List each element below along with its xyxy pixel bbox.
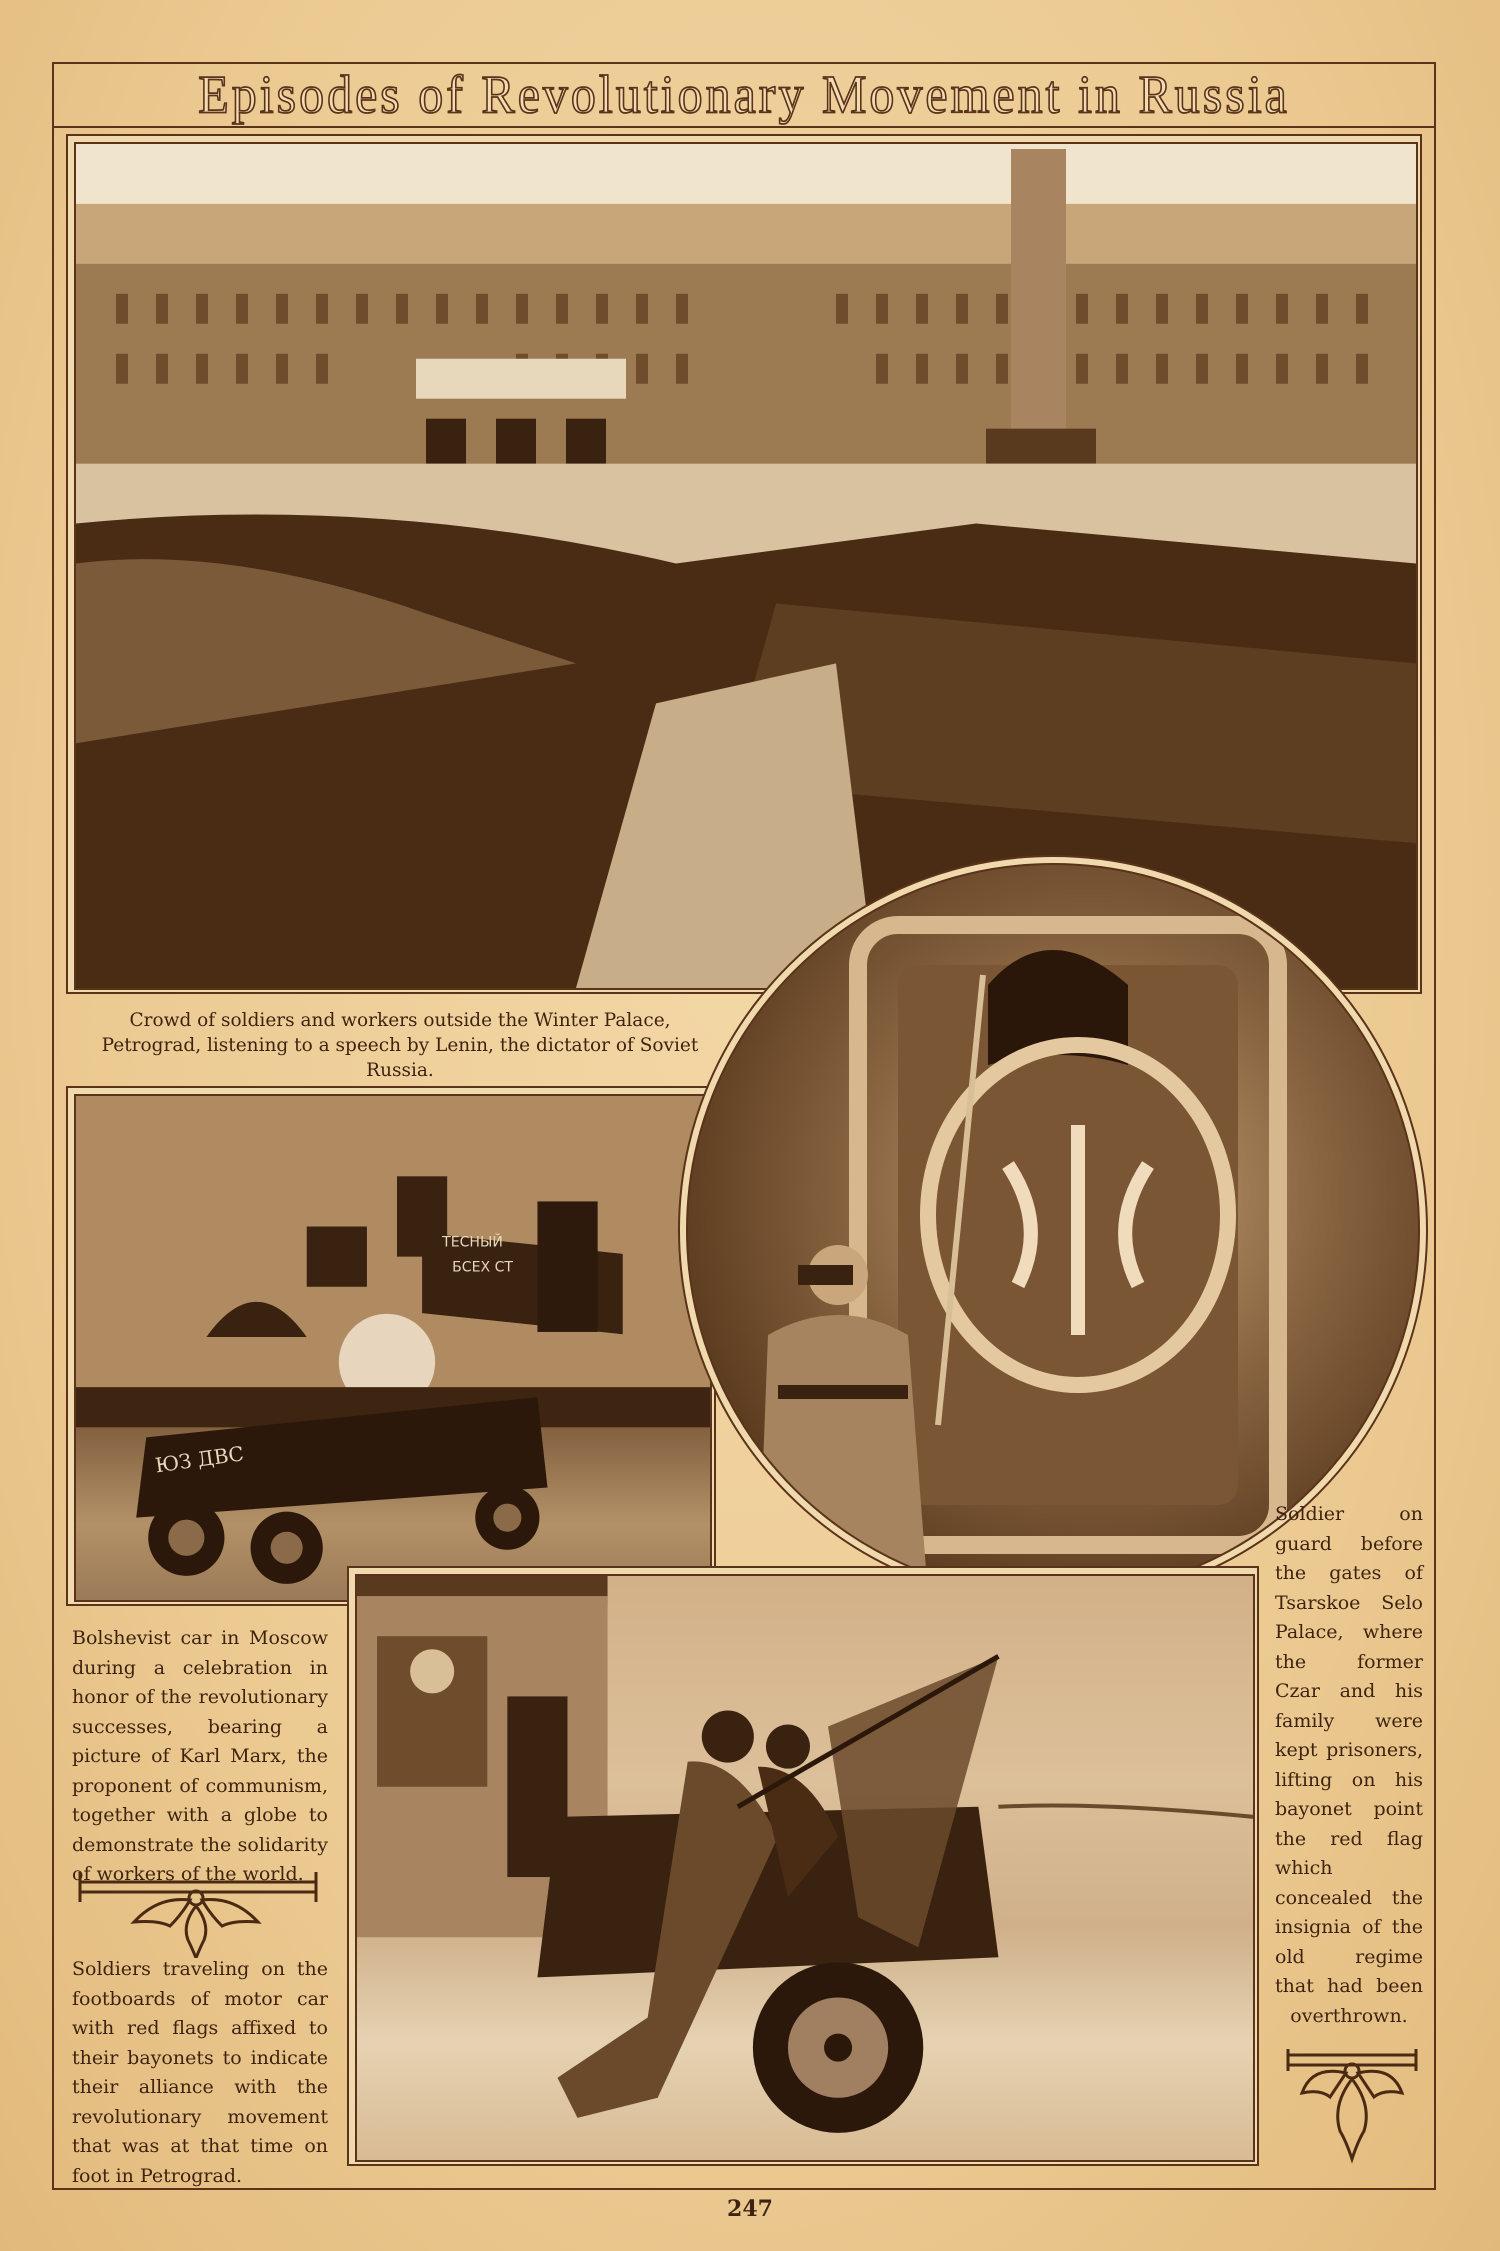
car-placard-text: ЮЗ ДВС [153,1441,246,1478]
flourish-ornament-left [78,1868,318,1958]
page-title: Episodes of Revolutionary Movement in Russia [198,63,1290,125]
caption-soldier-guard: Soldier on guard before the gates of Tsarskoe Selo Palace, where the former Czar and his family were kept prisoners, lifting on his bayonet point the red flag which concealed the insignia of the old regime that had been overthrown. [1275,1503,1423,2027]
photo-soldier-circle [678,855,1428,1605]
photo-soldier-circle-image [686,863,1420,1597]
photo-winter-palace-image [74,142,1418,990]
caption-soldiers-motor-car: Soldiers traveling on the footboards of motor car with red flags affixed to their bayonets to indicate their alliance with the revolutionary movement that was at that time on foot in Petrograd. [72,1958,328,2187]
banner-text: БСЕХ СТ [452,1259,513,1276]
title-band [52,62,1436,128]
soldier-gate-illustration [688,865,1418,1595]
page-number: 247 [727,2196,773,2222]
photo-bolshevist-car [66,1086,716,1606]
leaf-flourish-icon [1282,2045,1422,2165]
banner-text: ТЕСНЫЙ [442,1234,503,1251]
caption-bolshevist-car: Bolshevist car in Moscow during a celebration in honor of the revolutionary successes, bearing a picture of Karl Marx, the proponent of communism, together with a globe to demonstrate the solidarity of workers of the world. [72,1627,328,1885]
photo-soldiers-motor-car [347,1566,1259,2166]
leaf-flourish-icon [78,1868,318,1958]
caption-winter-palace: Crowd of soldiers and workers outside the Winter Palace, Petrograd, listening to a speech by Lenin, the dictator of Soviet Russia. [101,1010,699,1081]
soldiers-car-illustration [357,1576,1253,2160]
winter-palace-illustration [76,144,1416,988]
bolshevist-car-illustration [76,1096,710,1600]
photo-soldiers-motor-car-image [355,1574,1255,2162]
flourish-ornament-right [1282,2045,1422,2165]
photo-bolshevist-car-image [74,1094,712,1602]
